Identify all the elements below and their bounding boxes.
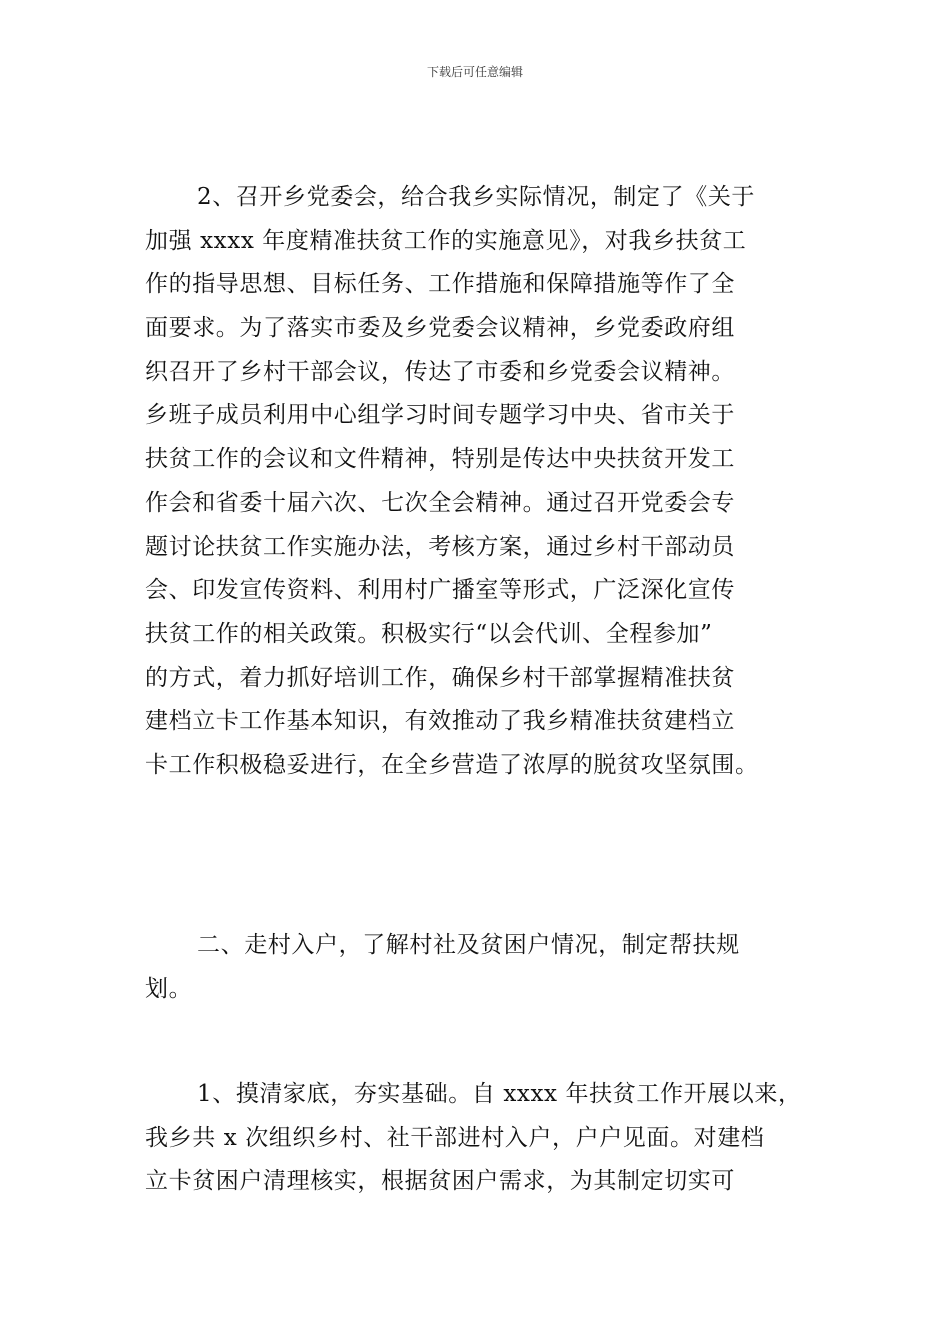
section-heading-village-visits [145, 924, 810, 1011]
text-line: 作会和省委十届六次、七次全会精神。通过召开党委会专 [145, 489, 735, 516]
paragraph-household-survey [145, 1073, 810, 1204]
text-line: 作的指导思想、目标任务、工作措施和保障措施等作了全 [145, 271, 735, 298]
text-line: 面要求。为了落实市委及乡党委会议精神，乡党委政府组 [145, 315, 735, 342]
paragraph-meeting-arrangements [145, 176, 810, 788]
text-line: 2、召开乡党委会，给合我乡实际情况，制定了《关于 [197, 184, 756, 210]
text-line: 建档立卡工作基本知识，有效推动了我乡精准扶贫建档立 [145, 708, 735, 735]
text-line: 扶贫工作的会议和文件精神，特别是传达中央扶贫开发工 [145, 446, 735, 473]
text-line: 题讨论扶贫工作实施办法，考核方案，通过乡村干部动员 [145, 533, 735, 560]
text-line: 的方式，着力抓好培训工作，确保乡村干部掌握精准扶贫 [145, 664, 735, 691]
text-line: 1、摸清家底，夯实基础。自 xxxx 年扶贫工作开展以来， [197, 1081, 802, 1107]
text-line: 织召开了乡村干部会议，传达了市委和乡党委会议精神。 [145, 358, 735, 385]
text-line: 划。 [145, 975, 193, 1002]
text-line: 我乡共 x 次组织乡村、社干部进村入户，户户见面。对建档 [145, 1124, 765, 1151]
text-line: 卡工作积极稳妥进行，在全乡营造了浓厚的脱贫攻坚氛围。 [145, 751, 759, 778]
text-line: 二、走村入户，了解村社及贫困户情况，制定帮扶规 [197, 932, 740, 958]
text-line: 立卡贫困户清理核实，根据贫困户需求，为其制定切实可 [145, 1168, 735, 1195]
page-header-note: 下载后可任意编辑 [426, 65, 523, 79]
text-line: 加强 xxxx 年度精准扶贫工作的实施意见》，对我乡扶贫工 [145, 227, 747, 254]
text-line: 乡班子成员利用中心组学习时间专题学习中央、省市关于 [145, 402, 735, 429]
text-line: 扶贫工作的相关政策。积极实行“以会代训、全程参加” [145, 620, 713, 647]
text-line: 会、印发宣传资料、利用村广播室等形式，广泛深化宣传 [145, 577, 735, 604]
